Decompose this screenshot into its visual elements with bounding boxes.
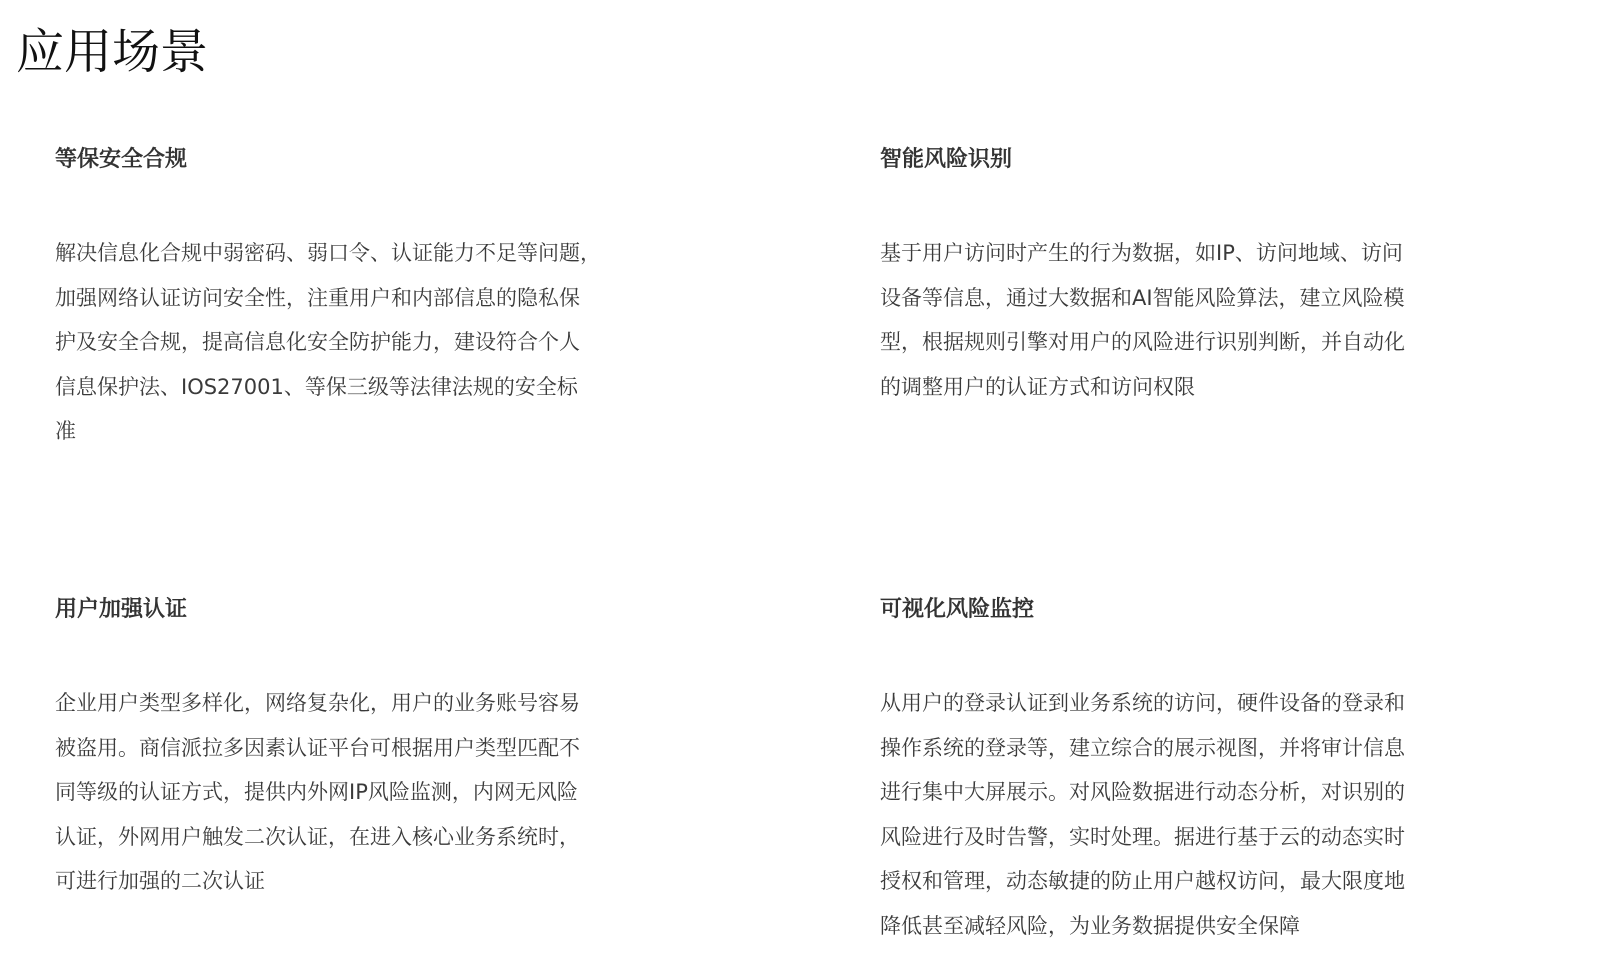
scenario-card-enhanced-auth [55,595,695,904]
scenario-description: 从用户的登录认证到业务系统的访问，硬件设备的登录和 操作系统的登录等，建立综合的展示视图，并将审计信息 进行集中大屏展示。对风险数据进行动态分析，对识别的 风险进行及时告警，实时处理。据进行基于云的动态实时 授权和管理，动态敏捷的防止用户越权访问，最大限度地 降低甚至减轻风险，为业务数据提供安全保障 [880,691,1405,938]
page-title: 应用场景 [16,24,209,80]
scenario-card-compliance [55,145,695,454]
scenario-description: 基于用户访问时产生的行为数据，如IP、访问地域、访问 设备等信息，通过大数据和AI智能风险算法，建立风险模 型，根据规则引擎对用户的风险进行识别判断，并自动化 的调整用户的认证方式和访问权限 [880,241,1405,399]
scenario-description: 解决信息化合规中弱密码、弱口令、认证能力不足等问题， 加强网络认证访问安全性，注重用户和内部信息的隐私保 护及安全合规，提高信息化安全防护能力，建设符合个人 信息保护法、IOS27001、等保三级等法律法规的安全标 准 [55,241,601,443]
scenario-title: 可视化风险监控 [880,597,1035,622]
scenario-description: 企业用户类型多样化，网络复杂化，用户的业务账号容易 被盗用。商信派拉多因素认证平台可根据用户类型匹配不 同等级的认证方式，提供内外网IP风险监测，内网无风险 认证，外网用户触发二次认证，在进入核心业务系统时， 可进行加强的二次认证 [55,691,580,893]
scenario-title: 等保安全合规 [55,147,188,172]
scenario-title: 用户加强认证 [55,597,188,622]
scenario-card-risk-monitoring [880,595,1520,948]
scenario-card-risk-identification [880,145,1520,409]
scenario-title: 智能风险识别 [880,147,1013,172]
